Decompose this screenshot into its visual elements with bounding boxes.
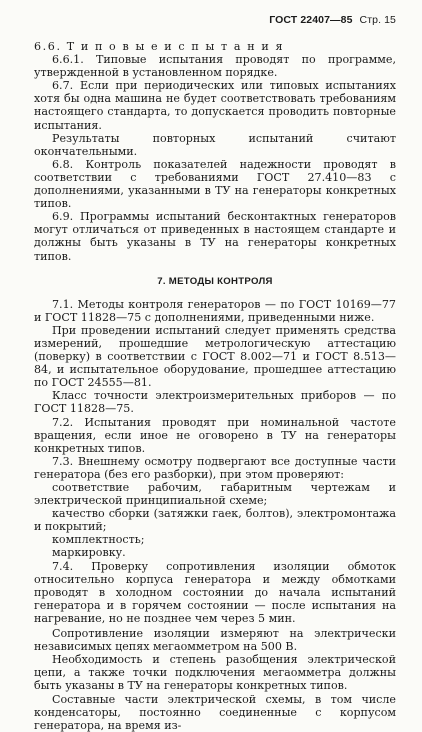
paragraph: 7.3. Внешнему осмотру подвергают все доступные части генератора (без его разборки), при этом проверяют: [34,454,396,481]
paragraph: маркировку. [52,546,126,560]
doc-code: ГОСТ 22407—85 [269,14,353,26]
paragraph: 6.8. Контроль показателей надежности проводят в соответствии с требованиями ГОСТ 27.410—83 с дополнениями, указанными в ТУ на генераторы конкретных типов. [34,157,396,211]
page-header [34,14,396,26]
paragraph: 6.6. Т и п о в ы е и с п ы т а н и я [34,40,285,53]
paragraph: Необходимость и степень разобщения электрической цепи, а также точки подключения мегаомметра должны быть указаны в ТУ на генераторы конкретных типов. [34,653,396,693]
paragraph: 6.6.1. Типовые испытания проводят по программе, утвержденной в установленном порядке. [34,53,396,80]
paragraph: 6.7. Если при периодических или типовых испытаниях хотя бы одна машина не будет соответствовать требованиям настоящего стандарта, то допускается проводить повторные испытания. [34,79,396,132]
paragraph: 6.9. Программы испытаний бесконтактных генераторов могут отличаться от приведенных в настоящем стандарте и должны быть указаны в ТУ на генераторы конкретных типов. [34,210,396,263]
paragraph: комплектность; [52,533,145,547]
paragraph: Составные части электрической схемы, в том числе конденсаторы, постоянно соединенные с корпусом генератора, на время из- [34,692,396,732]
paragraph: Сопротивление изоляции измеряют на электрически независимых цепях мегаомметром на 500 В. [34,627,396,654]
section-6-paragraphs [34,40,396,263]
document-body [34,40,396,732]
page-number: Стр. 15 [359,14,396,26]
paragraph: 7.2. Испытания проводят при номинальной частоте вращения, если иное не оговорено в ТУ на генераторы конкретных типов. [34,415,396,455]
paragraph: Результаты повторных испытаний считают окончательными. [34,131,396,158]
paragraph: Класс точности электроизмерительных приборов — по ГОСТ 11828—75. [34,389,396,416]
paragraph: 7.4. Проверку сопротивления изоляции обмоток относительно корпуса генератора и между обмотками проводят в холодном состоянии до начала испытаний генератора и в горячем состоянии — после испытания на нагревание, но не позднее чем через 5 мин. [34,559,396,625]
paragraph: качество сборки (затяжки гаек, болтов), электромонтажа и покрытий; [34,507,396,534]
paragraph: соответствие рабочим, габаритным чертежам и электрической принципиальной схеме; [34,481,396,508]
paragraph: При проведении испытаний следует применять средства измерений, прошедшие метрологическую аттестацию (поверку) в соответствии с ГОСТ 8.002—71 и ГОСТ 8.513—84, и испытательное оборудование, прошедшее аттестацию по ГОСТ 24555—81. [34,323,396,390]
paragraph: 7.1. Методы контроля генераторов — по ГОСТ 10169—77 и ГОСТ 11828—75 с дополнениями, приведенными ниже. [34,297,396,324]
section-title: 7. МЕТОДЫ КОНТРОЛЯ [157,275,273,287]
section-7-paragraphs [34,298,396,732]
